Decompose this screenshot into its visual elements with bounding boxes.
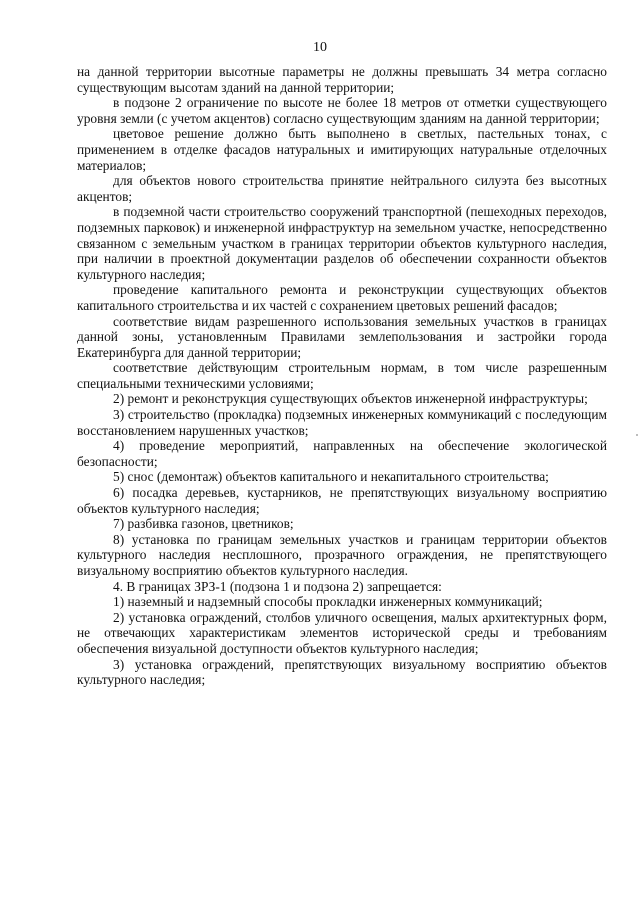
list-item: 7) разбивка газонов, цветников; [113, 516, 294, 532]
paragraph: соответствие видам разрешенного использования земельных участков в границах данной зоны, установленным Правилами землепользования и застройки города Екатеринбурга для данной территории; [77, 313, 607, 360]
list-item: 3) строительство (прокладка) подземных инженерных коммуникаций с последующим восстановлением нарушенных участков; [77, 407, 607, 438]
list-item: 2) установка ограждений, столбов уличного освещения, малых архитектурных форм, не отвечающих характеристикам элементов исторической среды и требованиям обеспечения визуальной доступности объектов культурного наследия; [77, 609, 607, 656]
page-number: 10 [313, 40, 327, 55]
list-item: 1) наземный и надземный способы прокладки инженерных коммуникаций; [113, 594, 543, 610]
document-body [77, 64, 607, 688]
section-heading: 4. В границах ЗРЗ-1 (подзона 1 и подзона 2) запрещается: [113, 578, 442, 594]
list-item: 2) ремонт и реконструкция существующих объектов инженерной инфраструктуры; [113, 391, 588, 407]
paragraph: цветовое решение должно быть выполнено в светлых, пастельных тонах, с применением в отделке фасадов натуральных и имитирующих натуральные отделочных материалов; [77, 126, 607, 173]
paragraph: в подземной части строительство сооружений транспортной (пешеходных переходов, подземных парковок) и инженерной инфраструктур на земельном участке, непосредственно связанном с земельным участком в границах территории объектов культурного наследия, при наличии в проектной документации разделов об обеспечении сохранности объектов культурного наследия; [77, 204, 607, 282]
paragraph: в подзоне 2 ограничение по высоте не более 18 метров от отметки существующего уровня земли (с учетом акцентов) согласно существующим зданиям на данной территории; [77, 95, 607, 126]
list-item: 4) проведение мероприятий, направленных на обеспечение экологической безопасности; [77, 438, 607, 469]
paragraph: соответствие действующим строительным нормам, в том числе разрешенным специальными техническими условиями; [77, 360, 607, 391]
list-item: 5) снос (демонтаж) объектов капитального и некапитального строительства; [113, 469, 549, 485]
list-item: 6) посадка деревьев, кустарников, не препятствующих визуальному восприятию объектов культурного наследия; [77, 485, 607, 516]
list-item: 8) установка по границам земельных участков и границам территории объектов культурного наследия несплошного, прозрачного ограждения, не препятствующего визуальному восприятию объектов культурного наследия. [77, 531, 607, 578]
scan-speck [636, 434, 638, 436]
paragraph: для объектов нового строительства принятие нейтрального силуэта без высотных акцентов; [77, 173, 607, 204]
list-item: 3) установка ограждений, препятствующих визуальному восприятию объектов культурного наследия; [77, 656, 607, 688]
paragraph: на данной территории высотные параметры не должны превышать 34 метра согласно существующим высотам зданий на данной территории; [77, 64, 607, 95]
paragraph: проведение капитального ремонта и реконструкции существующих объектов капитального строительства и их частей с сохранением цветовых решений фасадов; [77, 282, 607, 313]
